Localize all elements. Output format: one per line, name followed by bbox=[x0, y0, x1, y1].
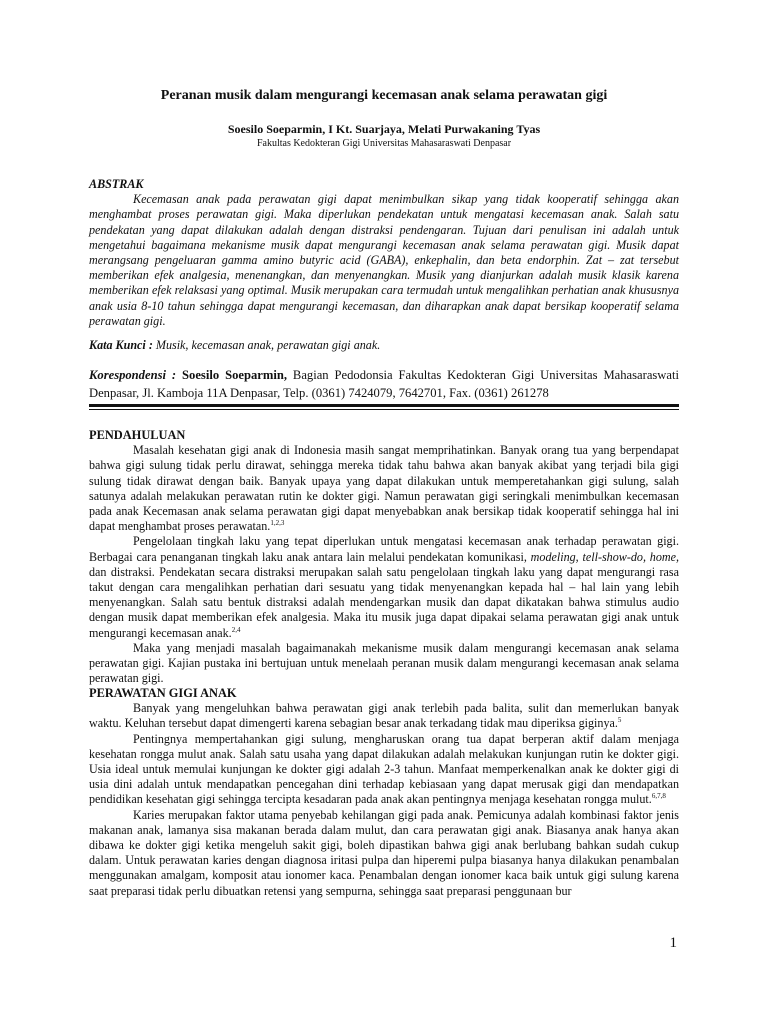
paragraph-text: Banyak yang mengeluhkan bahwa perawatan gigi anak terlebih pada balita, sulit dan memerlukan banyak waktu. Keluhan tersebut dapat dimengerti karena sebagian besar anak terkadang tidak mau diperiksa giginya. bbox=[89, 701, 679, 731]
section-pendahuluan bbox=[89, 428, 679, 686]
abstract-block bbox=[89, 177, 679, 329]
abstract-heading: ABSTRAK bbox=[89, 177, 144, 191]
paragraph bbox=[89, 701, 679, 731]
keywords-text: Musik, kecemasan anak, perawatan gigi anak. bbox=[152, 338, 381, 352]
paragraph bbox=[89, 534, 679, 640]
correspondence-name: Soesilo Soeparmin, bbox=[176, 368, 287, 382]
paper-title: Peranan musik dalam mengurangi kecemasan anak selama perawatan gigi bbox=[160, 88, 608, 103]
paragraph: Karies merupakan faktor utama penyebab kehilangan gigi pada anak. Pemicunya adalah kombinasi faktor jenis makanan anak, lamanya sisa makanan berada dalam mulut, dan cara perawatan gigi anak. Biasanya anak hanya akan dibawa ke dokter gigi ketika mengeluh sakit gigi, boleh dipastikan bahwa gigi anak berlubang bahkan sudah cukup dalam. Untuk perawatan karies dengan diagnosa iritasi pulpa dan hiperemi pulpa biasanya hanya dilakukan penambalan menggunakan amalgam, komposit atau ionomer kaca. Penambalan dengan ionomer kaca baik untuk gigi sulung karena saat preparasi tidak perlu dibuatkan retensi yang sempurna, sehingga saat preparasi penggunaan bur bbox=[89, 807, 679, 898]
page-number: 1 bbox=[669, 935, 677, 951]
section-heading: PERAWATAN GIGI ANAK bbox=[89, 686, 237, 700]
citation-ref: 1,2,3 bbox=[270, 519, 285, 528]
citation-ref: 2,4 bbox=[231, 625, 241, 634]
citation-ref: 5 bbox=[617, 716, 622, 725]
abstract-text: Kecemasan anak pada perawatan gigi dapat menimbulkan sikap yang tidak kooperatif sehingga akan menghambat proses perawatan gigi. Maka diperlukan pendekatan untuk mengatasi kecemasan anak. Salah satu pendekatan yang dapat dilakukan adalah dengan distraksi pendengaran. Tujuan dari penulisan ini adalah untuk mengetahui bagaimana mekanisme musik dapat mengurangi kecemasan anak selama perawatan gigi. Musik dapat merangsang pengeluaran gamma amino butyric acid (GABA), enkephalin, dan beta endorphin. Zat – zat tersebut memberikan efek analgesia, menenangkan, dan menyenangkan. Musik yang dianjurkan adalah musik klasik karena memberikan efek relaksasi yang optimal. Musik merupakan cara termudah untuk mengalihkan perhatian anak khususnya anak usia 8-10 tahun sehingga dapat mengurangi kecemasan, dan diharapkan anak dapat bersikap kooperatif selama perawatan gigi. bbox=[89, 192, 679, 328]
keywords-line bbox=[89, 338, 679, 353]
paragraph-text: Pentingnya mempertahankan gigi sulung, mengharuskan orang tua dapat berperan aktif dalam menjaga kesehatan rongga mulut anak. Salah satu usaha yang dapat dilakukan adalah melakukan kunjungan rutin ke dokter gigi. Usia ideal untuk memulai kunjungan ke dokter gigi adalah 2-3 tahun. Manfaat memperkenalkan anak ke dokter gigi di usia dini adalah untuk mendapatkan pencegahan dini terhadap kebiasaan yang dapat merusak gigi dan mendapatkan pendidikan kesehatan gigi sehingga tercipta kesadaran pada anak akan pentingnya menjaga kesehatan rongga mulut. bbox=[89, 731, 679, 807]
italic-terms: modeling, tell-show-do, home, bbox=[530, 549, 679, 564]
affiliation: Fakultas Kedokteran Gigi Universitas Mahasaraswati Denpasar bbox=[256, 138, 512, 149]
divider-thin bbox=[89, 409, 679, 410]
correspondence-block bbox=[89, 366, 679, 402]
paragraph-text: Pengelolaan tingkah laku yang tepat diperlukan untuk mengatasi kecemasan anak terhadap perawatan gigi. Berbagai cara penanganan tingkah laku anak antara lain melalui pendekatan komunikasi, bbox=[89, 534, 679, 564]
citation-ref: 6,7,8 bbox=[651, 792, 666, 801]
paragraph bbox=[89, 443, 679, 534]
keywords-label: Kata Kunci : bbox=[89, 338, 153, 352]
correspondence-label: Korespondensi : bbox=[89, 368, 177, 382]
correspondence-text: Bagian Pedodonsia Fakultas Kedokteran Gigi Universitas Mahasaraswati Denpasar, Jl. Kamboja 11A Denpasar, Telp. (0361) 7424079, 7642701, Fax. (0361) 261278 bbox=[89, 368, 679, 400]
paragraph-text: Masalah kesehatan gigi anak di Indonesia masih sangat memprihatinkan. Banyak orang tua yang berpendapat bahwa gigi sulung tidak perlu dirawat, sehingga mereka tidak tahu bahwa akan banyak akibat yang terjadi bila gigi sulung tidak dirawat dengan baik. Banyak upaya yang dapat dilakukan untuk memperetahankan gigi sulung, salah satunya adalah melakukan perawatan rutin ke dokter gigi. Namun perawatan gigi seringkali menimbulkan kecemasan pada anak Kecemasan anak selama perawatan gigi dapat menyebabkan anak bersikap tidak kooperatif sehingga hal ini dapat menghambat proses perawatan. bbox=[89, 443, 679, 534]
paragraph: Maka yang menjadi masalah bagaimanakah mekanisme musik dalam mengurangi kecemasan anak selama perawatan gigi. Kajian pustaka ini bertujuan untuk menelaah peranan musik dalam mengurangi kecemasan anak selama perawatan gigi. bbox=[89, 640, 679, 686]
paragraph-text: dan distraksi. Pendekatan secara distraksi merupakan salah satu pengelolaan tingkah laku yang dapat mengurangi rasa takut dengan cara mengalihkan perhatian dari sesuatu yang tidak menyenangkan kepada hal – hal lain yang lebih menyenangkan. Salah satu bentuk distraksi adalah mendengarkan musik dan dapat dikatakan bahwa stimulus audio dengan musik dapat memberikan efek analgesia. Maka itu musik juga dapat dipakai selama perawatan gigi anak untuk mengurangi kecemasan anak. bbox=[89, 564, 679, 640]
section-perawatan-gigi-anak bbox=[89, 686, 679, 899]
divider-thick bbox=[89, 404, 679, 407]
author-list: Soesilo Soeparmin, I Kt. Suarjaya, Melati Purwakaning Tyas bbox=[227, 122, 541, 136]
paragraph bbox=[89, 732, 679, 808]
section-heading: PENDAHULUAN bbox=[89, 428, 186, 442]
